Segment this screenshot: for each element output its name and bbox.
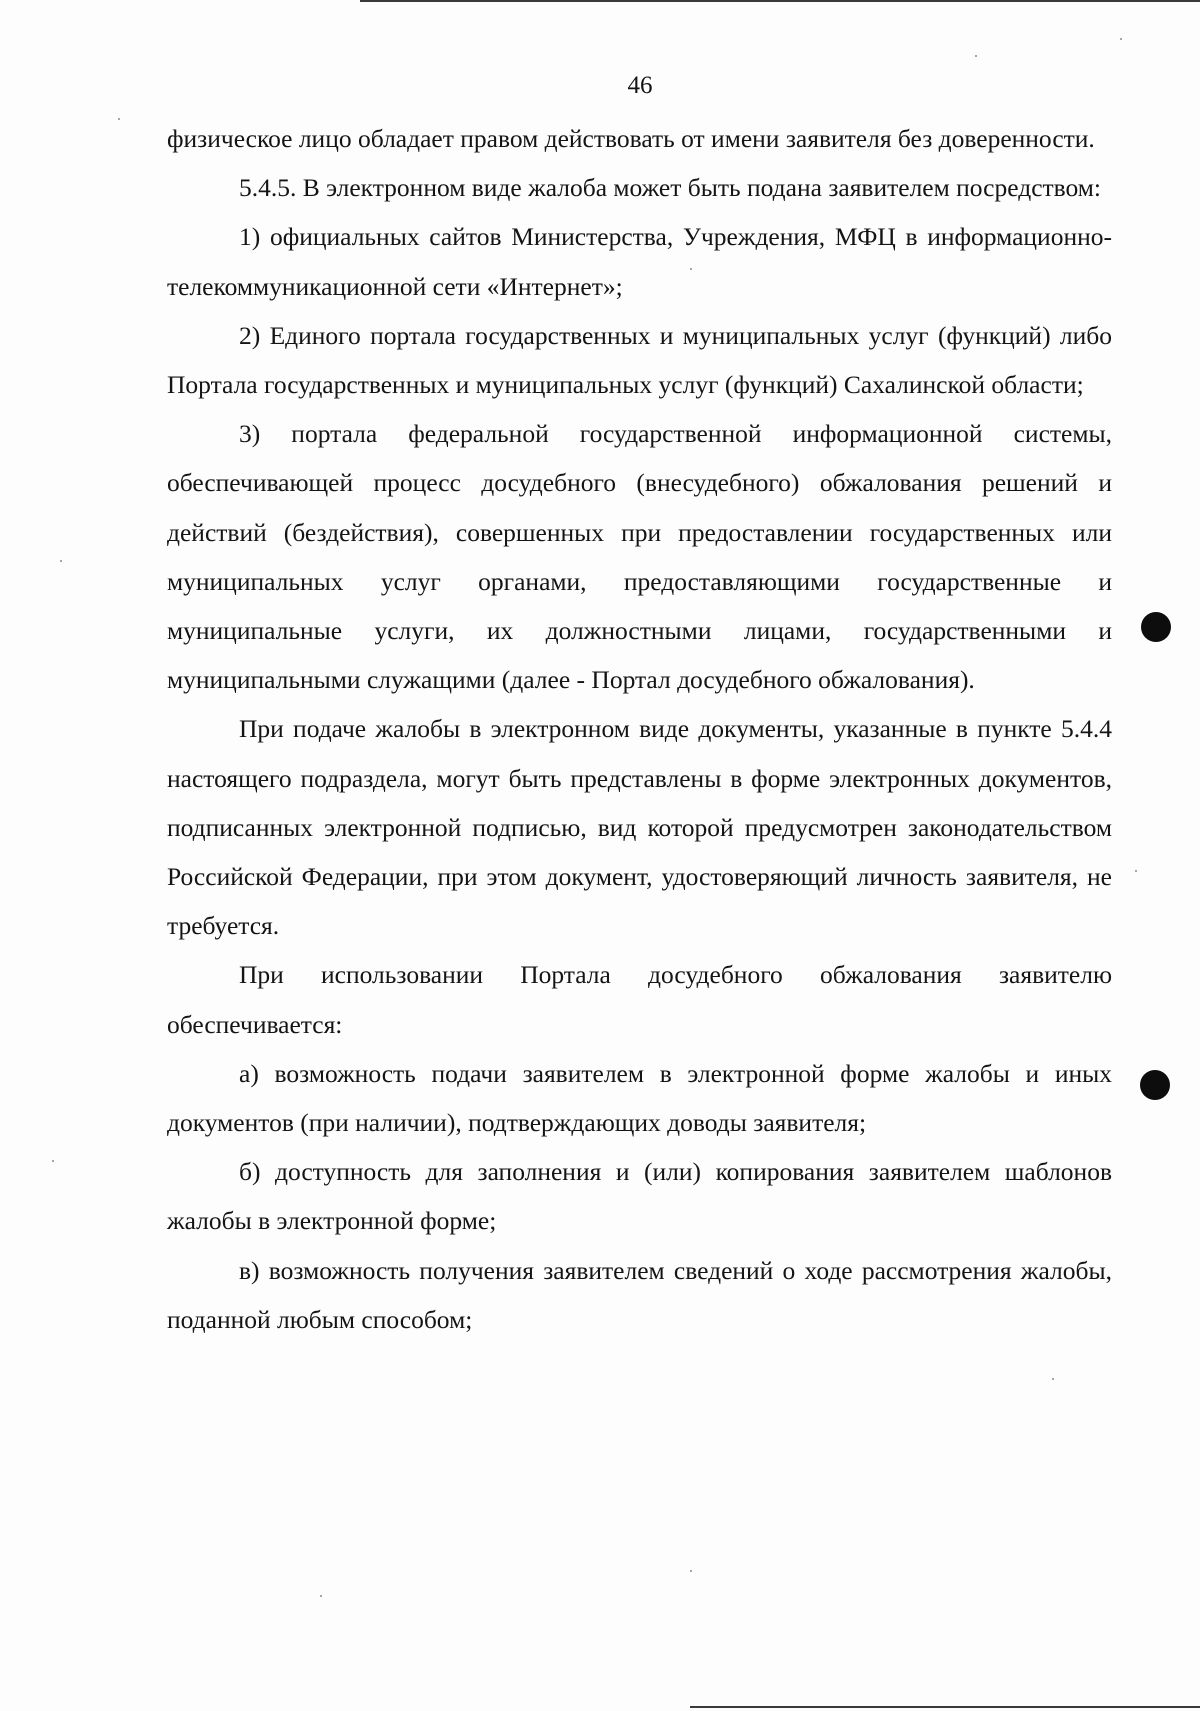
list-item-2: 2) Единого портала государственных и муниципальных услуг (функций) либо Портала государственных и муниципальных услуг (функций) Сахалинской области; xyxy=(167,320,1112,400)
scan-speck xyxy=(690,1570,692,1572)
scan-speck xyxy=(1135,870,1137,872)
scan-edge-top xyxy=(360,0,1200,2)
scan-speck xyxy=(975,55,977,57)
list-item-3: 3) портала федеральной государственной информационной системы, обеспечивающей процесс досудебного (внесудебного) обжалования решений и действий (бездействия), совершенных при предоставлении государственных или муниципальных услуг органами, предоставляющими государственные и муниципальные услуги, их должностными лицами, государственными и муниципальными служащими (далее - Портал досудебного обжалования). xyxy=(167,419,1112,695)
list-item-v: в) возможность получения заявителем сведений о ходе рассмотрения жалобы, поданной любым способом; xyxy=(167,1255,1112,1334)
list-item-b: б) доступность для заполнения и (или) копирования заявителем шаблонов жалобы в электронной форме; xyxy=(167,1157,1112,1236)
paragraph-continuation: физическое лицо обладает правом действовать от имени заявителя без доверенности. xyxy=(167,124,1095,153)
scan-speck xyxy=(1052,1378,1054,1380)
scan-speck xyxy=(52,1160,54,1162)
scan-speck xyxy=(690,268,692,270)
hole-punch-mark xyxy=(1140,1070,1170,1100)
list-item-a: а) возможность подачи заявителем в электронной форме жалобы и иных документов (при наличии), подтверждающих доводы заявителя; xyxy=(167,1058,1112,1138)
page-number: 46 xyxy=(627,72,653,99)
scan-edge-bottom xyxy=(690,1706,1200,1708)
hole-punch-mark xyxy=(1141,612,1171,642)
list-item-1: 1) официальных сайтов Министерства, Учреждения, МФЦ в информационно-телекоммуникационной сети «Интернет»; xyxy=(167,222,1112,301)
paragraph-5-4-5: 5.4.5. В электронном виде жалоба может быть подана заявителем посредством: xyxy=(239,173,1102,203)
scan-speck xyxy=(1120,38,1122,40)
scan-speck xyxy=(60,560,62,562)
paragraph-electronic-documents: При подаче жалобы в электронном виде документы, указанные в пункте 5.4.4 настоящего подраздела, могут быть представлены в форме электронных документов, подписанных электронной подписью, вид которой предусмотрен законодательством Российской Федерации, при этом документ, удостоверяющий личность заявителя, не требуется. xyxy=(167,714,1112,941)
document-body xyxy=(167,114,1112,1344)
scan-speck xyxy=(320,1595,322,1597)
scan-speck xyxy=(118,118,120,120)
paragraph-portal-provides: При использовании Портала досудебного обжалования заявителю обеспечивается: xyxy=(167,960,1112,1039)
